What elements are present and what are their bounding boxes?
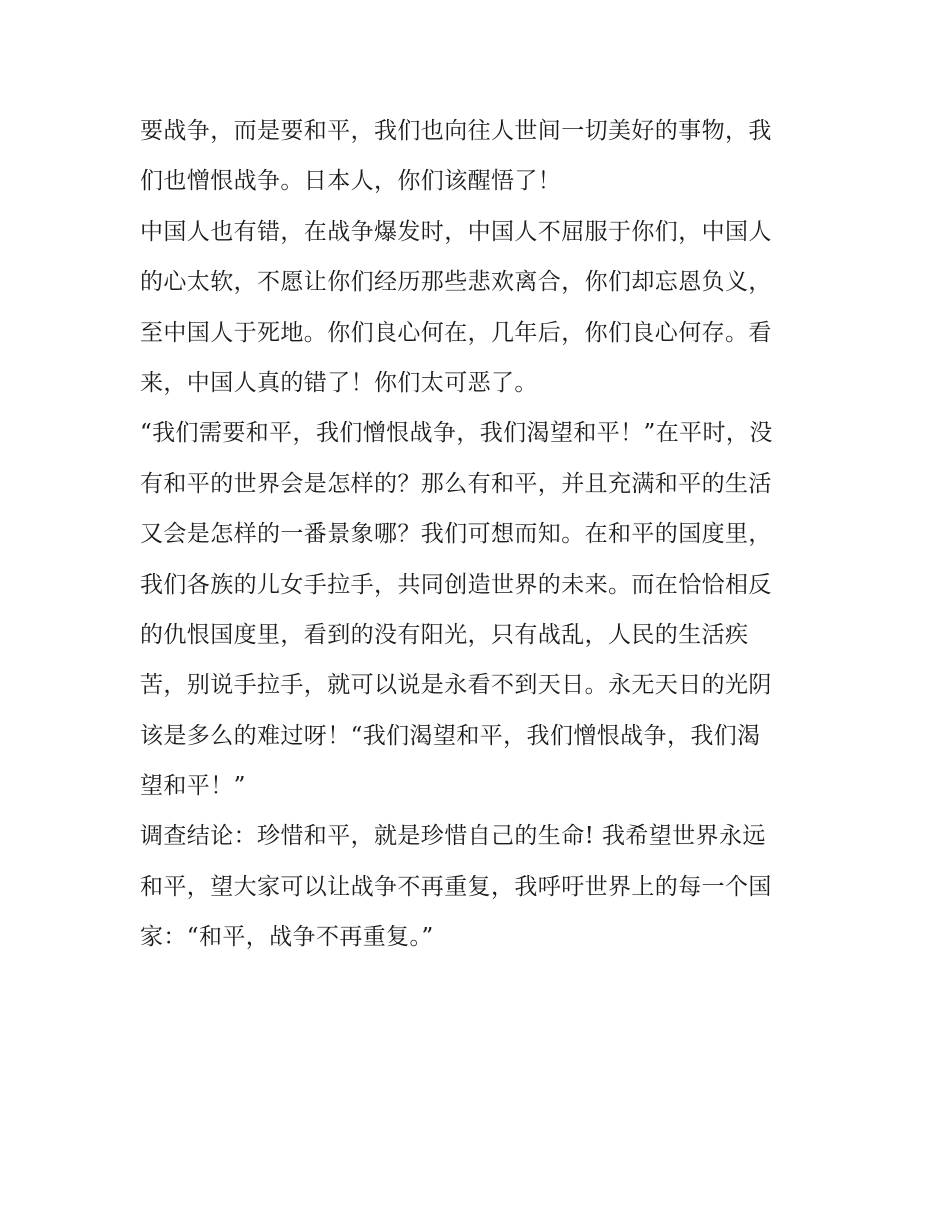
- text-line: 望和平！”: [140, 773, 246, 800]
- text-line: “我们需要和平，我们憎恨战争，我们渴望和平！”在平时，没: [140, 420, 773, 447]
- text-line: 和平，望大家可以让战争不再重复，我呼吁世界上的每一个国: [140, 873, 772, 900]
- text-line: 们也憎恨战争。日本人，你们该醒悟了！: [140, 168, 562, 195]
- text-line: 我们各族的儿女手拉手，共同创造世界的未来。而在恰恰相反: [140, 571, 772, 598]
- text-line: 有和平的世界会是怎样的？那么有和平，并且充满和平的生活: [140, 470, 772, 497]
- text-line: 至中国人于死地。你们良心何在，几年后，你们良心何存。看: [140, 319, 772, 346]
- text-line: 该是多么的难过呀！“我们渴望和平，我们憎恨战争，我们渴: [140, 722, 761, 749]
- text-line: 要战争，而是要和平，我们也向往人世间一切美好的事物，我: [140, 118, 772, 144]
- text-line: 来，中国人真的错了！你们太可恶了。: [140, 369, 538, 396]
- text-line: 又会是怎样的一番景象哪？我们可想而知。在和平的国度里，: [140, 521, 772, 548]
- text-line: 苦，别说手拉手，就可以说是永看不到天日。永无天日的光阴: [140, 672, 772, 699]
- text-line: 的仇恨国度里，看到的没有阳光，只有战乱，人民的生活疾: [140, 621, 749, 648]
- text-line: 调查结论：珍惜和平，就是珍惜自己的生命! 我希望世界永远: [140, 823, 766, 850]
- text-line: 中国人也有错，在战争爆发时，中国人不屈服于你们，中国人: [140, 218, 772, 245]
- text-line: 的心太软，不愿让你们经历那些悲欢离合，你们却忘恩负义，: [140, 269, 772, 296]
- document-body: [140, 106, 815, 963]
- text-line: 家：“和平，战争不再重复。”: [140, 924, 434, 951]
